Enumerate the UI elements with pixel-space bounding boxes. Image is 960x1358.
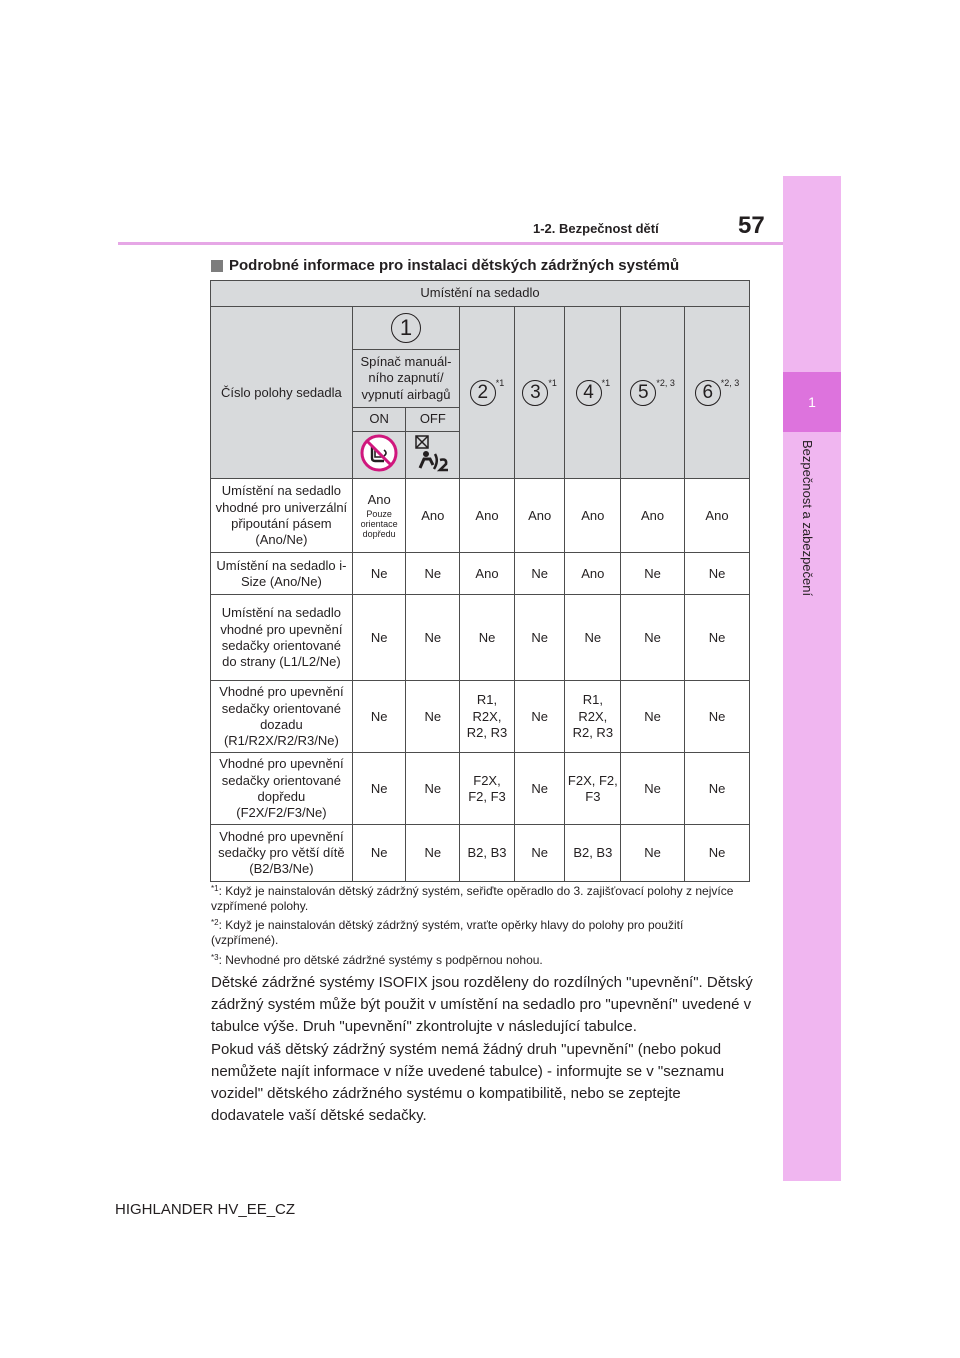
row3-off: Ne bbox=[406, 595, 460, 681]
row3-c6: Ne bbox=[685, 595, 750, 681]
seat-3-header bbox=[514, 307, 565, 479]
row-label-6: Vhodné pro upevnění sedačky pro větší dítě (B2/B3/Ne) bbox=[211, 825, 353, 882]
row1-c4: Ano bbox=[565, 479, 621, 553]
side-tab bbox=[783, 176, 841, 1181]
footnote-3-text: : Nevhodné pro dětské zádržné systémy s podpěrnou nohou. bbox=[218, 953, 543, 967]
section-header: 1-2. Bezpečnost dětí bbox=[533, 221, 659, 236]
seat-5-header bbox=[621, 307, 685, 479]
row5-c4: F2X, F2, F3 bbox=[565, 753, 621, 825]
header-divider bbox=[118, 242, 783, 245]
footnote-2 bbox=[211, 918, 746, 948]
paragraph-2: Pokud váš dětský zádržný systém nemá žádný druh "upevnění" (nebo pokud nemůžete najít informace v níže uvedené tabulce) - informujte se v "seznamu vozidel" dětského zádržného systému o kompatibilitě, nebo se zeptejte dodavatele vaší dětské sedačky. bbox=[211, 1041, 725, 1124]
row4-c2: R1, R2X, R2, R3 bbox=[460, 681, 515, 753]
page-number: 57 bbox=[738, 212, 765, 239]
row3-c4: Ne bbox=[565, 595, 621, 681]
seat-2-note: *1 bbox=[495, 377, 505, 388]
airbag-off-icon bbox=[360, 434, 398, 472]
row4-c4: R1, R2X, R2, R3 bbox=[565, 681, 621, 753]
footnote-3 bbox=[211, 953, 746, 968]
row5-off: Ne bbox=[406, 753, 460, 825]
row6-c2: B2, B3 bbox=[460, 825, 515, 882]
row1-on bbox=[352, 479, 406, 553]
row4-c3: Ne bbox=[514, 681, 565, 753]
on-label: ON bbox=[352, 408, 406, 432]
row5-c2: F2X, F2, F3 bbox=[460, 753, 515, 825]
row2-c3: Ne bbox=[514, 553, 565, 595]
airbag-switch-label: Spínač manuálního zapnutí/ vypnutí airbagů bbox=[352, 350, 459, 408]
footnote-2-text: : Když je nainstalován dětský zádržný systém, vraťte opěrky hlavy do polohy pro použití (vzpřímené). bbox=[211, 918, 684, 947]
row3-c3: Ne bbox=[514, 595, 565, 681]
row2-c5: Ne bbox=[621, 553, 685, 595]
child-seat-table bbox=[210, 280, 750, 882]
row2-on: Ne bbox=[352, 553, 406, 595]
row6-c6: Ne bbox=[685, 825, 750, 882]
row1-on-value: Ano bbox=[367, 491, 391, 507]
seat-3-note: *1 bbox=[548, 377, 557, 388]
footnote-1-mark: *1 bbox=[211, 884, 219, 893]
seat-number-5: 5 bbox=[630, 380, 656, 406]
paragraph-1: Dětské zádržné systémy ISOFIX jsou rozděleny do rozdílných "upevnění". Dětský zádržný systém může být použit v umístění na sedadlo pro "upevnění" uvedené v tabulce výše. Druh "upevnění" zkontrolujte v následující tabulce. bbox=[211, 974, 753, 1035]
seat-4-header bbox=[565, 307, 621, 479]
row6-c5: Ne bbox=[621, 825, 685, 882]
row-label-4: Vhodné pro upevnění sedačky orientované dozadu (R1/R2X/R2/R3/Ne) bbox=[211, 681, 353, 753]
row1-c2: Ano bbox=[460, 479, 515, 553]
bullet-square bbox=[211, 260, 223, 272]
seat-number-6: 6 bbox=[695, 380, 721, 406]
footnote-2-mark: *2 bbox=[211, 918, 219, 927]
row6-on: Ne bbox=[352, 825, 406, 882]
row2-off: Ne bbox=[406, 553, 460, 595]
footnote-1-text: : Když je nainstalován dětský zádržný systém, seřiďte opěradlo do 3. zajišťovací polohy z nejvíce vzpřímené polohy. bbox=[211, 884, 734, 913]
row4-on: Ne bbox=[352, 681, 406, 753]
seat-number-label: Číslo polohy sedadla bbox=[211, 307, 353, 479]
row-label-3: Umístění na sedadlo vhodné pro upevnění sedačky orientované do strany (L1/L2/Ne) bbox=[211, 595, 353, 681]
row5-c3: Ne bbox=[514, 753, 565, 825]
row1-c3: Ano bbox=[514, 479, 565, 553]
seat-number-2: 2 bbox=[470, 380, 496, 406]
seat-6-note: *2, 3 bbox=[720, 377, 740, 388]
no-child-seat-cell bbox=[406, 432, 460, 479]
chapter-title: Bezpečnost a zabezpečení bbox=[800, 440, 815, 597]
row3-c5: Ne bbox=[621, 595, 685, 681]
row2-c6: Ne bbox=[685, 553, 750, 595]
chapter-number: 1 bbox=[783, 372, 841, 432]
row3-c2: Ne bbox=[460, 595, 515, 681]
seat-2-header bbox=[460, 307, 515, 479]
row4-off: Ne bbox=[406, 681, 460, 753]
seat-6-header bbox=[685, 307, 750, 479]
section-title-text: Podrobné informace pro instalaci dětských zádržných systémů bbox=[229, 257, 680, 274]
footnote-3-mark: *3 bbox=[211, 953, 219, 962]
row6-c3: Ne bbox=[514, 825, 565, 882]
seat-1-header bbox=[352, 307, 459, 350]
seat-number-3: 3 bbox=[522, 380, 548, 406]
row-label-1: Umístění na sedadlo vhodné pro univerzální připoutání pásem (Ano/Ne) bbox=[211, 479, 353, 553]
row5-on: Ne bbox=[352, 753, 406, 825]
off-label: OFF bbox=[406, 408, 460, 432]
row1-off: Ano bbox=[406, 479, 460, 553]
airbag-off-cell bbox=[352, 432, 406, 479]
row-label-2: Umístění na sedadlo i-Size (Ano/Ne) bbox=[211, 553, 353, 595]
row-label-5: Vhodné pro upevnění sedačky orientované dopředu (F2X/F2/F3/Ne) bbox=[211, 753, 353, 825]
seat-number-4: 4 bbox=[576, 380, 602, 406]
row5-c6: Ne bbox=[685, 753, 750, 825]
model-footer: HIGHLANDER HV_EE_CZ bbox=[115, 1201, 296, 1218]
row5-c5: Ne bbox=[621, 753, 685, 825]
row2-c2: Ano bbox=[460, 553, 515, 595]
section-title bbox=[211, 257, 679, 274]
table-top-header: Umístění na sedadlo bbox=[211, 281, 750, 307]
row6-off: Ne bbox=[406, 825, 460, 882]
seat-number-1: 1 bbox=[391, 313, 421, 343]
row1-on-note: Pouze orientace dopředu bbox=[360, 509, 398, 539]
row4-c6: Ne bbox=[685, 681, 750, 753]
row2-c4: Ano bbox=[565, 553, 621, 595]
row6-c4: B2, B3 bbox=[565, 825, 621, 882]
row4-c5: Ne bbox=[621, 681, 685, 753]
seat-5-note: *2, 3 bbox=[656, 377, 675, 388]
row1-c5: Ano bbox=[621, 479, 685, 553]
no-child-seat-icon bbox=[413, 434, 453, 472]
row3-on: Ne bbox=[352, 595, 406, 681]
footnote-1 bbox=[211, 884, 746, 914]
seat-4-note: *1 bbox=[601, 377, 611, 388]
row1-c6: Ano bbox=[685, 479, 750, 553]
